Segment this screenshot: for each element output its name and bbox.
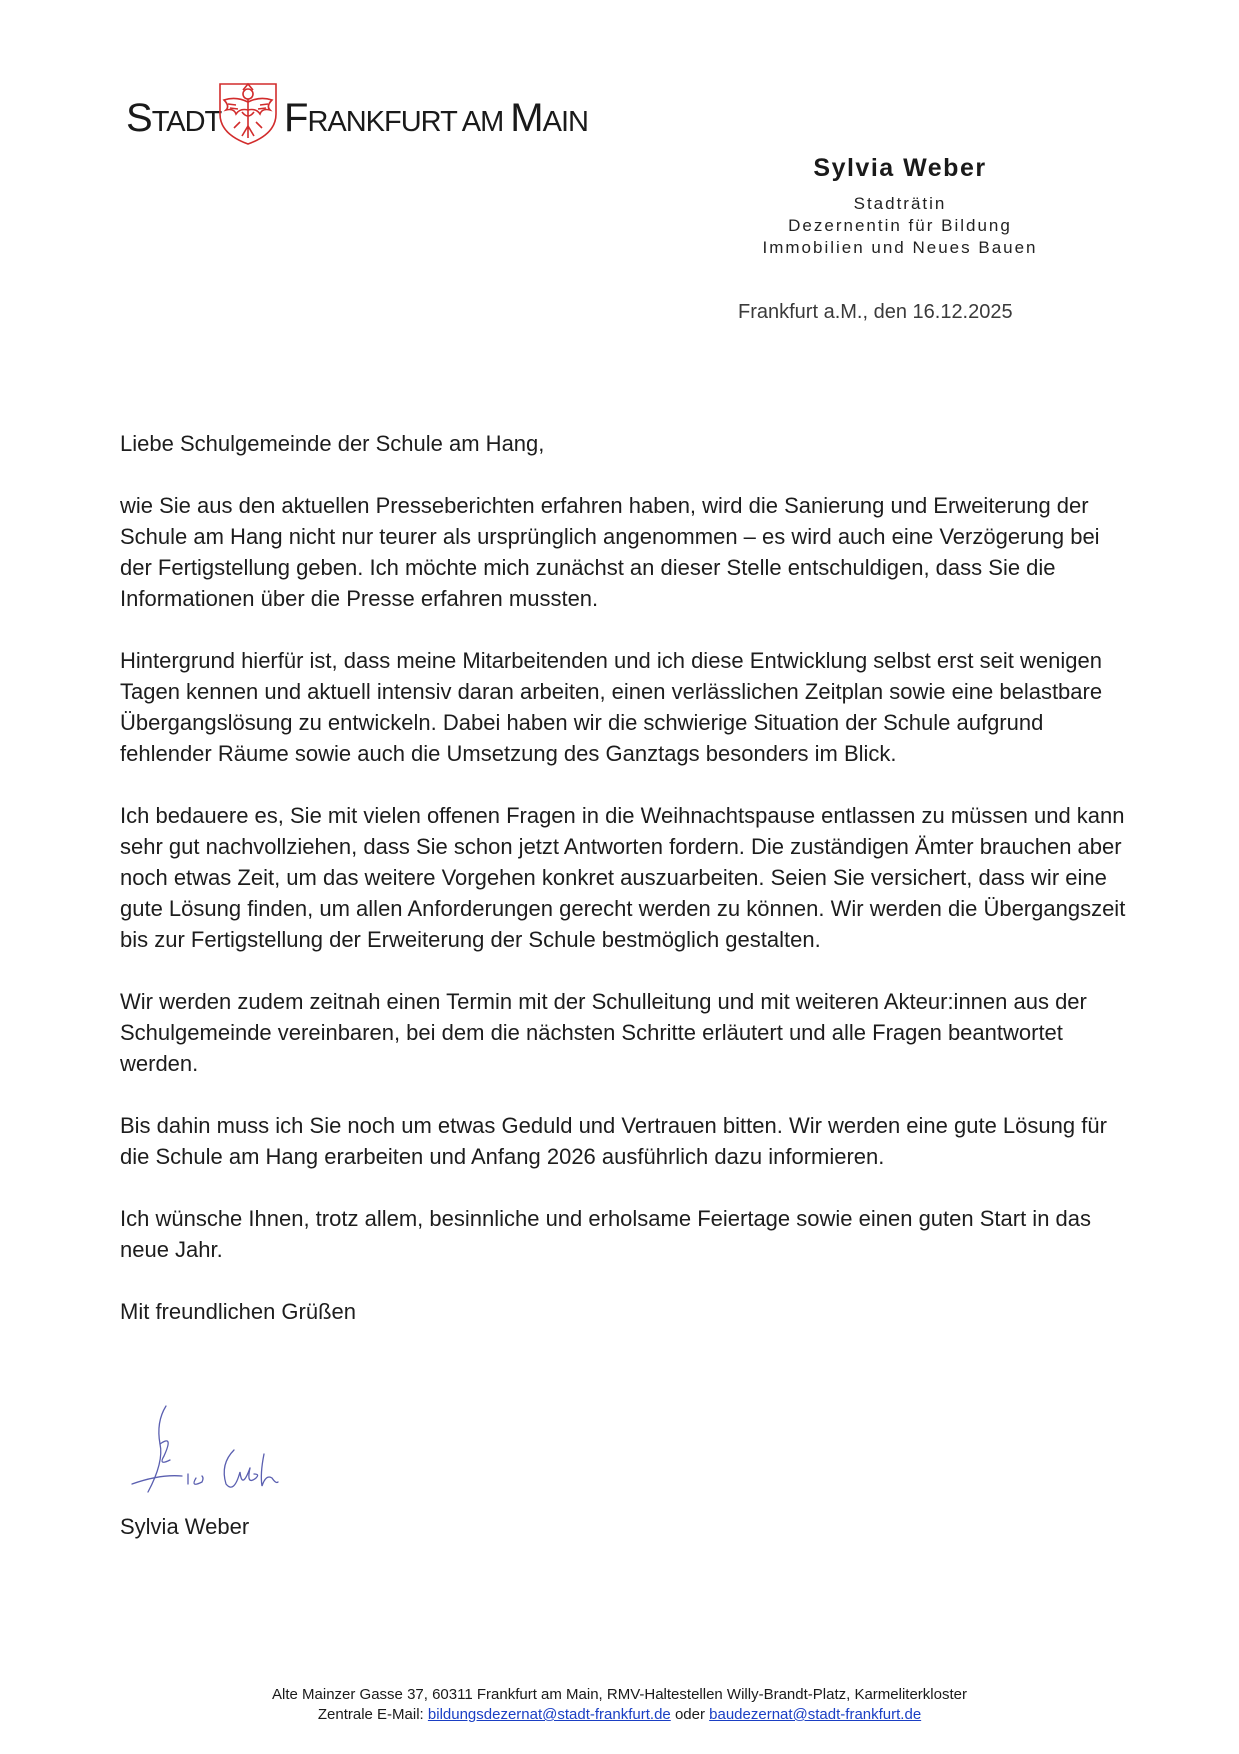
email-link-bildungsdezernat[interactable]: bildungsdezernat@stadt-frankfurt.de bbox=[427, 1706, 671, 1723]
email-label: Zentrale E-Mail: bbox=[317, 1706, 424, 1723]
sender-title-1: Stadträtin bbox=[853, 194, 947, 213]
paragraph: Ich wünsche Ihnen, trotz allem, besinnliche und erholsame Feiertage sowie einen guten Start in das neue Jahr. bbox=[120, 1206, 1092, 1262]
signer-name: Sylvia Weber bbox=[120, 1514, 250, 1539]
footer bbox=[0, 1685, 1239, 1725]
logo-word-frankfurt-am-main: FRANKFURT AM MAIN bbox=[284, 96, 588, 140]
paragraph: Hintergrund hierfür ist, dass meine Mitarbeitenden und ich diese Entwicklung selbst erst seit wenigen Tagen kennen und aktuell intensiv daran arbeiten, einen verlässlichen Zeitplan sowie eine belastbare Übergangslösung zu entwickeln. Dabei haben wir die schwierige Situation der Schule aufgrund fehlender Räume sowie auch die Umsetzung des Ganztags besonders im Blick. bbox=[120, 648, 1103, 766]
letter-date: Frankfurt a.M., den 16.12.2025 bbox=[738, 301, 1013, 323]
frankfurt-eagle-icon bbox=[214, 78, 282, 146]
paragraph: Ich bedauere es, Sie mit vielen offenen Fragen in die Weihnachtspause entlassen zu müssen und kann sehr gut nachvollziehen, dass Sie schon jetzt Antworten fordern. Die zuständigen Ämter brauchen aber noch etwas Zeit, um das weitere Vorgehen konkret auszuarbeiten. Seien Sie versichert, dass wir eine gute Lösung finden, um allen Anforderungen gerecht werden zu können. Wir werden die Übergangszeit bis zur Fertigstellung der Erweiterung der Schule bestmöglich gestalten. bbox=[120, 803, 1126, 952]
email-or: oder bbox=[674, 1706, 705, 1723]
closing: Mit freundlichen Grüßen bbox=[120, 1299, 356, 1324]
footer-email-line bbox=[0, 1705, 1239, 1725]
email-link-baudezernat[interactable]: baudezernat@stadt-frankfurt.de bbox=[709, 1706, 922, 1723]
sender-title-2: Dezernentin für Bildung bbox=[788, 216, 1012, 235]
sender-name: Sylvia Weber bbox=[813, 154, 987, 182]
sender-block bbox=[700, 154, 1100, 259]
logo-word-stadt: STADT bbox=[126, 96, 222, 140]
paragraph: Wir werden zudem zeitnah einen Termin mit der Schulleitung und mit weiteren Akteur:innen aus der Schulgemeinde vereinbaren, bei dem die nächsten Schritte erläutert und alle Fragen beantwortet werden. bbox=[120, 989, 1087, 1076]
paragraph: Bis dahin muss ich Sie noch um etwas Geduld und Vertrauen bitten. Wir werden eine gute Lösung für die Schule am Hang erarbeiten und Anfang 2026 ausführlich dazu informieren. bbox=[120, 1113, 1107, 1169]
handwritten-signature-icon bbox=[130, 1404, 280, 1502]
paragraph: wie Sie aus den aktuellen Presseberichten erfahren haben, wird die Sanierung und Erweiterung der Schule am Hang nicht nur teurer als ursprünglich angenommen – es wird auch eine Verzögerung bei der Fertigstellung geben. Ich möchte mich zunächst an dieser Stelle entschuldigen, dass Sie die Informationen über die Presse erfahren mussten. bbox=[120, 493, 1100, 611]
footer-address: Alte Mainzer Gasse 37, 60311 Frankfurt am Main, RMV-Haltestellen Willy-Brandt-Platz, Karmeliterkloster bbox=[272, 1686, 967, 1703]
city-logo bbox=[126, 78, 626, 148]
letter-body bbox=[120, 428, 1130, 1358]
salutation: Liebe Schulgemeinde der Schule am Hang, bbox=[120, 431, 545, 456]
sender-title-3: Immobilien und Neues Bauen bbox=[762, 238, 1038, 257]
